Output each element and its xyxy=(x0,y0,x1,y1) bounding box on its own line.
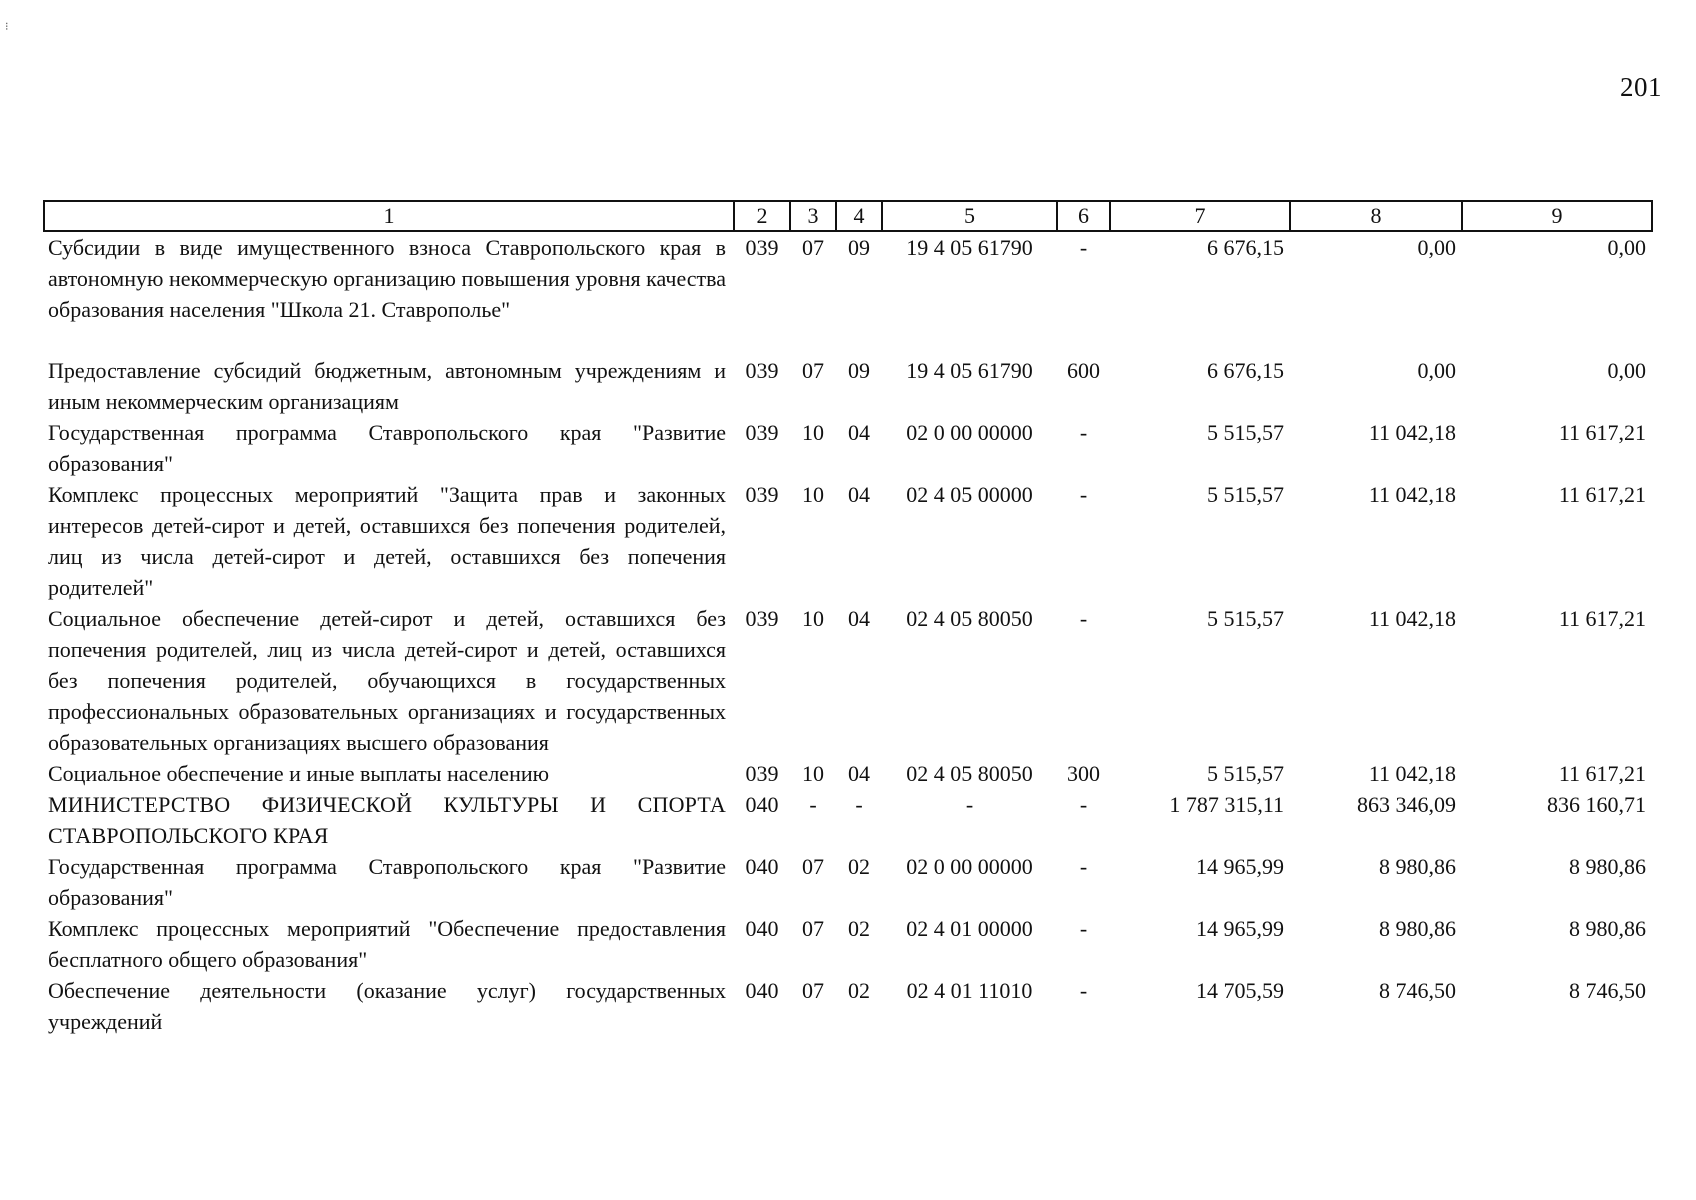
amount-column-7: 5 515,57 xyxy=(1207,420,1284,445)
column-number-4: 4 xyxy=(836,201,882,231)
subsection-code: 02 xyxy=(848,978,870,1003)
department-code: 039 xyxy=(745,358,779,383)
column-number-2: 2 xyxy=(734,201,790,231)
table-row xyxy=(44,231,1652,355)
row-description: Обеспечение деятельности (оказание услуг) государственных учреждений xyxy=(48,978,726,1034)
row-description: Социальное обеспечение детей-сирот и детей, оставшихся без попечения родителей, лиц из числа детей-сирот и детей, оставшихся без попечения родителей, обучающихся в государственных профессиональных образовательных организациях и государственных образовательных организациях высшего образования xyxy=(48,606,726,755)
amount-column-7: 1 787 315,11 xyxy=(1169,792,1284,817)
department-code: 040 xyxy=(745,854,779,879)
target-article-code: 19 4 05 61790 xyxy=(906,358,1033,383)
amount-column-9: 11 617,21 xyxy=(1558,761,1646,786)
section-code: 07 xyxy=(802,916,824,941)
column-number-8: 8 xyxy=(1290,201,1462,231)
table-row xyxy=(44,851,1652,913)
department-code: 040 xyxy=(745,792,779,817)
amount-column-8: 11 042,18 xyxy=(1368,761,1456,786)
table-header xyxy=(44,201,1652,231)
subsection-code: 09 xyxy=(848,358,870,383)
amount-column-9: 8 980,86 xyxy=(1569,916,1646,941)
expense-type-code: - xyxy=(1079,978,1088,1003)
subsection-code: 04 xyxy=(848,420,870,445)
target-article-code: 02 4 01 00000 xyxy=(906,916,1033,941)
table-row xyxy=(44,789,1652,851)
column-number-6: 6 xyxy=(1057,201,1110,231)
column-number-9: 9 xyxy=(1462,201,1652,231)
section-code: 10 xyxy=(802,420,824,445)
stray-margin-mark: ⁝ xyxy=(5,21,9,33)
amount-column-7: 5 515,57 xyxy=(1207,482,1284,507)
table-row xyxy=(44,355,1652,417)
amount-column-9: 11 617,21 xyxy=(1558,482,1646,507)
amount-column-8: 8 746,50 xyxy=(1379,978,1456,1003)
amount-column-7: 6 676,15 xyxy=(1207,358,1284,383)
target-article-code: - xyxy=(965,792,974,817)
subsection-code: - xyxy=(855,792,863,817)
column-number-5: 5 xyxy=(882,201,1057,231)
amount-column-9: 0,00 xyxy=(1607,358,1646,383)
section-code: 10 xyxy=(802,761,824,786)
amount-column-9: 11 617,21 xyxy=(1558,420,1646,445)
table-row xyxy=(44,913,1652,975)
amount-column-9: 11 617,21 xyxy=(1558,606,1646,631)
amount-column-8: 11 042,18 xyxy=(1368,606,1456,631)
section-code: 07 xyxy=(802,358,824,383)
department-code: 039 xyxy=(745,420,779,445)
expense-type-code: - xyxy=(1079,235,1088,260)
table-row xyxy=(44,975,1652,1037)
table-row xyxy=(44,479,1652,603)
amount-column-7: 14 965,99 xyxy=(1196,916,1284,941)
target-article-code: 02 0 00 00000 xyxy=(906,420,1033,445)
subsection-code: 04 xyxy=(848,606,870,631)
subsection-code: 09 xyxy=(848,235,870,260)
target-article-code: 02 0 00 00000 xyxy=(906,854,1033,879)
target-article-code: 02 4 05 80050 xyxy=(906,606,1033,631)
target-article-code: 02 4 05 80050 xyxy=(906,761,1033,786)
amount-column-9: 8 980,86 xyxy=(1569,854,1646,879)
section-code: 07 xyxy=(802,978,824,1003)
expense-type-code: - xyxy=(1079,606,1088,631)
department-code: 040 xyxy=(745,978,779,1003)
amount-column-7: 14 705,59 xyxy=(1196,978,1284,1003)
column-number-row xyxy=(44,201,1652,231)
amount-column-8: 863 346,09 xyxy=(1357,792,1456,817)
row-description: Субсидии в виде имущественного взноса Ставропольского края в автономную некоммерческую организацию повышения уровня качества образования населения "Школа 21. Ставрополье" xyxy=(48,235,726,322)
amount-column-7: 6 676,15 xyxy=(1207,235,1284,260)
amount-column-8: 11 042,18 xyxy=(1368,482,1456,507)
table-row xyxy=(44,758,1652,789)
expense-type-code: 300 xyxy=(1067,761,1100,786)
expense-type-code: - xyxy=(1079,420,1088,445)
section-code: 10 xyxy=(802,606,824,631)
amount-column-7: 5 515,57 xyxy=(1207,606,1284,631)
expense-type-code: - xyxy=(1079,792,1088,817)
target-article-code: 02 4 01 11010 xyxy=(906,978,1033,1003)
department-code: 039 xyxy=(745,482,779,507)
expense-type-code: - xyxy=(1079,916,1088,941)
amount-column-8: 11 042,18 xyxy=(1368,420,1456,445)
section-code: - xyxy=(809,792,817,817)
row-description: Комплекс процессных мероприятий "Обеспечение предоставления бесплатного общего образования" xyxy=(48,916,726,972)
amount-column-8: 0,00 xyxy=(1417,358,1456,383)
row-description: Социальное обеспечение и иные выплаты населению xyxy=(48,761,550,786)
column-number-1: 1 xyxy=(44,201,734,231)
department-code: 039 xyxy=(745,606,779,631)
amount-column-9: 836 160,71 xyxy=(1547,792,1646,817)
subsection-code: 02 xyxy=(848,854,870,879)
section-code: 10 xyxy=(802,482,824,507)
department-code: 039 xyxy=(745,235,779,260)
amount-column-8: 8 980,86 xyxy=(1379,916,1456,941)
subsection-code: 04 xyxy=(848,761,870,786)
amount-column-8: 8 980,86 xyxy=(1379,854,1456,879)
amount-column-9: 8 746,50 xyxy=(1569,978,1646,1003)
subsection-code: 02 xyxy=(848,916,870,941)
amount-column-7: 5 515,57 xyxy=(1207,761,1284,786)
row-description: Государственная программа Ставропольского края "Развитие образования" xyxy=(48,420,726,476)
row-description: МИНИСТЕРСТВО ФИЗИЧЕСКОЙ КУЛЬТУРЫ И СПОРТА СТАВРОПОЛЬСКОГО КРАЯ xyxy=(48,792,726,848)
row-description: Государственная программа Ставропольского края "Развитие образования" xyxy=(48,854,726,910)
department-code: 040 xyxy=(745,916,779,941)
subsection-code: 04 xyxy=(848,482,870,507)
expense-type-code: 600 xyxy=(1067,358,1100,383)
department-code: 039 xyxy=(745,761,779,786)
amount-column-8: 0,00 xyxy=(1417,235,1456,260)
budget-table xyxy=(43,200,1653,1037)
target-article-code: 02 4 05 00000 xyxy=(906,482,1033,507)
target-article-code: 19 4 05 61790 xyxy=(906,235,1033,260)
column-number-7: 7 xyxy=(1110,201,1290,231)
row-description: Комплекс процессных мероприятий "Защита прав и законных интересов детей-сирот и детей, оставшихся без попечения родителей, лиц из числа детей-сирот и детей, оставшихся без попечения родителей" xyxy=(48,482,726,600)
expense-type-code: - xyxy=(1079,482,1088,507)
table-row xyxy=(44,417,1652,479)
expense-type-code: - xyxy=(1079,854,1088,879)
table-body xyxy=(44,231,1652,1037)
column-number-3: 3 xyxy=(790,201,836,231)
amount-column-9: 0,00 xyxy=(1607,235,1646,260)
row-description: Предоставление субсидий бюджетным, автономным учреждениям и иным некоммерческим организациям xyxy=(48,358,726,414)
section-code: 07 xyxy=(802,235,824,260)
table-row xyxy=(44,603,1652,758)
page-number: 201 xyxy=(1620,72,1662,102)
amount-column-7: 14 965,99 xyxy=(1196,854,1284,879)
section-code: 07 xyxy=(802,854,824,879)
